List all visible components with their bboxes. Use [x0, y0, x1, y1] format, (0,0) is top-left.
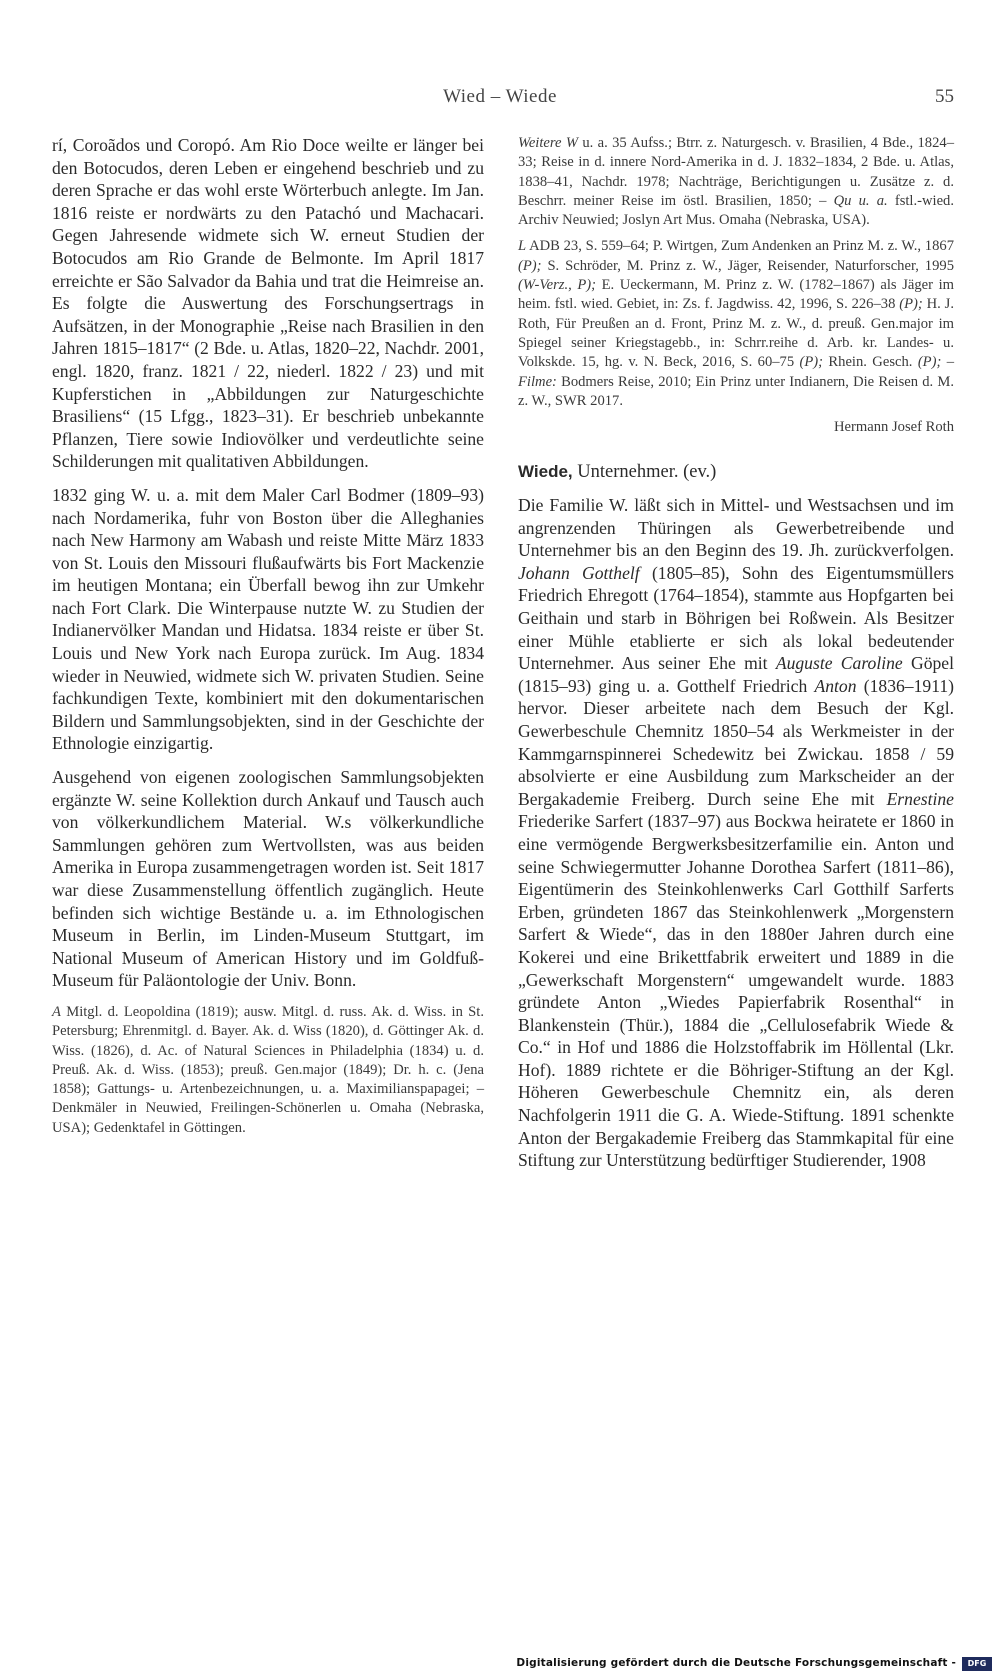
- body-text: Friederike Sarfert (1837–97) aus Bockwa heiratete er 1860 in eine vermögende Bergwerksbesitzerfamilie ein. Anton und seine Schwiegermutter Johanne Dorothea Sarfert (1811–86), Eigentümerin des Steinkohlenwerks Carl Gotthilf Sarferts Erben, gründeten 1867 das Steinkohlenwerk „Morgenstern Sarfert & Wiede“, das in den 1880er Jahren durch eine Kokerei und eine Brikettfabrik erweitert und 1889 in die „Gewerkschaft Morgenstern“ umgewandelt wurde. 1883 gründete Anton „Wiedes Papierfabrik Rosenthal“ in Blankenstein (Thür.), 1884 die „Cellulosefabrik Wiede & Co.“ in Hof und 1886 die Holzstoffabrik im Höllental (Lkr. Hof). 1889 richtete er die Böhriger-Stiftung an der Kgl. Höheren Gewerbeschule Chemnitz ein, als deren Nachfolgerin 1911 die G. A. Wiede-Stiftung. 1891 schenkte Anton der Bergakademie Freiberg das Stammkapital für eine Stiftung zur Unterstützung bedürftiger Studierender, 1908: [518, 811, 954, 1171]
- literature-text: Rhein. Gesch.: [823, 354, 918, 371]
- biography-paragraph: Ausgehend von eigenen zoologischen Sammlungsobjekten ergänzte W. seine Kollektion durch Ankauf und Tausch auch von völkerkundlichem Material. W.s völkerkundliche Sammlungen gehören zum Wertvollsten, was aus beiden Amerika in Europa zusammengetragen worden ist. Seit 1817 war diese Zusammenstellung öffentlich zugänglich. Heute befinden sich wichtige Bestände u. a. im Ethnologischen Museum in Berlin, im Linden-Museum Stuttgart, im National Museum of American History und im Goldfuß-Museum für Paläontologie der Univ. Bonn.: [52, 767, 484, 991]
- literature-text: S. Schröder, M. Prinz z. W., Jäger, Reisender, Naturforscher, 1995: [541, 257, 954, 274]
- literature-text: ADB 23, S. 559–64; P. Wirtgen, Zum Andenken an Prinz M. z. W., 1867: [526, 238, 954, 255]
- body-text: (1836–1911) hervor. Dieser arbeitete nach dem Besuch der Kgl. Gewerbeschule Chemnitz 1850–54 als Werkmeister in der Kammgarnspinnerei Schedewitz bei Zwickau. 1858 / 59 absolvierte er eine Ausbildung zum Markscheider an der Bergakademie Freiberg. Durch seine Ehe mit: [518, 675, 954, 809]
- portrait-marker: (P);: [899, 296, 923, 313]
- body-text: Göpel (1815–93) ging u. a. Gotthelf Friedrich: [518, 653, 954, 696]
- awards-marker: A: [52, 1003, 61, 1020]
- portrait-marker: (P);: [799, 354, 824, 371]
- dfg-logo: DFG: [962, 1657, 992, 1671]
- works-text: fstl.-wied. Archiv Neuwied; Joslyn Art Mus. Omaha (Nebraska, USA).: [518, 192, 955, 229]
- sources-label: Qu u. a.: [833, 192, 888, 209]
- literature-text: E. Ueckermann, M. Prinz z. W. (1782–1867) als Jäger im heim. fstl. wied. Gebiet, in: Zs. f. Jagdwiss. 42, 1996, S. 226–38: [518, 277, 955, 313]
- entry-description: Unternehmer. (ev.): [572, 462, 717, 483]
- digitization-credit: Digitalisierung gefördert durch die Deutsche Forschungsgemeinschaft -: [516, 1657, 956, 1669]
- works-paragraph: [518, 134, 954, 230]
- literature-text: H. J. Roth, Für Preußen an d. Front, Prinz M. z. W., d. preuß. Gen.major im Spiegel seiner Kriegstagebb., in: Schrr.reihe d. Arb. kr. Landes- u. Volkskde. 15, hg. v. N. Beck, 2016, S. 60–75: [518, 296, 955, 371]
- awards-section: [52, 1003, 484, 1138]
- references-section: [518, 134, 954, 437]
- entry-heading: [518, 461, 954, 484]
- entry-body-paragraph: [518, 494, 954, 1172]
- biography-paragraph: rí, Coroãdos und Coropó. Am Rio Doce weilte er länger bei den Botocudos, deren Leben er eingehend beschrieb und zu deren Sprache er das wohl erste Wörterbuch anlegte. Im Jan. 1816 reiste er nordwärts zu den Patachó und Machacari. Gegen Jahresende widmete sich W. erneut Studien der Botocudos am Rio Grande de Belmonte. Im April 1817 erreichte er São Salvador da Bahia und trat die Heimreise an. Es folgte die Auswertung des Forschungsertrags in Aufsätzen, in der Monographie „Reise nach Brasilien in den Jahren 1815–1817“ (2 Bde. u. Atlas, 1820–22, Nachdr. 2001, engl. 1820, franz. 1821 / 22, niederl. 1822 / 23) und mit Kupferstichen in „Abbildungen zur Naturgeschichte Brasiliens“ (15 Lfgg., 1823–31). Er beschrieb unbekannte Pflanzen, Tiere sowie Indiovölker und verdeutlichte seine Schilderungen mit qualitativen Abbildungen.: [52, 135, 484, 472]
- entry-name: Wiede,: [518, 462, 573, 482]
- films-marker: (P); – Filme:: [518, 354, 954, 390]
- literature-marker: L: [518, 238, 527, 255]
- person-name: Anton: [814, 675, 857, 696]
- right-column: [518, 134, 954, 1183]
- body-text: (1805–85), Sohn des Eigentumsmüllers Friedrich Ehregott (1764–1854), stammte aus Hopfgarten bei Geithain und starb in Böhrigen bei Roßwein. Als Besitzer einer Mühle etablierte er sich als lokal bedeutender Unternehmer. Aus seiner Ehe mit: [518, 562, 954, 674]
- body-text: Die Familie W. läßt sich in Mittel- und Westsachsen und im angrenzenden Thüringen als Gewerbetreibende und Unternehmer bis an den Beginn des 19. Jh. zurückverfolgen.: [518, 495, 954, 561]
- running-title: Wied – Wiede: [443, 86, 557, 107]
- works-text: u. a. 35 Aufss.; Btrr. z. Naturgesch. v. Brasilien, 4 Bde., 1824–33; Reise in d. innere Nord-Amerika in d. J. 1832–1834, 2 Bde. u. Atlas, 1838–41, Nachdr. 1978; Nachträge, Berichtigungen u. Zusätze z. d. Beschrr. meiner Reise im östl. Brasilien, 1850; –: [518, 135, 954, 209]
- awards-text: Mitgl. d. Leopoldina (1819); ausw. Mitgl. d. russ. Ak. d. Wiss. in St. Petersburg; Ehrenmitgl. d. Bayer. Ak. d. Wiss (1820), d. Göttinger Ak. d. Wiss. (1826), d. Ac. of Natural Sciences in Philadelphia (1834) u. d. Preuß. Ak. d. Wiss. (1853); preuß. Gen.major (1849); Dr. h. c. (Jena 1858); Gattungs- u. Artenbezeichnungen, u. a. Maximilianspapagei; – Denkmäler in Neuwied, Freilingen-Schönerlen u. Omaha (Nebraska, USA); Gedenktafel in Göttingen.: [52, 1003, 484, 1136]
- page-number: 55: [935, 86, 954, 107]
- biography-paragraph: 1832 ging W. u. a. mit dem Maler Carl Bodmer (1809–93) nach Nordamerika, fuhr von Boston über die Alleghanies nach New Harmony am Wabash und reiste Mitte März 1833 von St. Louis den Missouri flußaufwärts bis Fort Mackenzie im heutigen Montana; ein Überfall bewog ihn zur Umkehr nach Fort Clark. Die Winterpause nutzte W. zu Studien der Indianervölker Mandan und Hidatsa. 1834 reiste er über St. Louis und New York nach Europa zurück. Im Aug. 1834 wieder in Neuwied, widmete sich W. privaten Studien. Seine fachkundigen Texte, kombiniert mit den dokumentarischen Bildern und Sammlungsobjekten, sind in der Geschichte der Ethnologie einzigartig.: [52, 484, 484, 754]
- person-name: Auguste Caroline: [775, 653, 903, 674]
- literature-paragraph: [518, 237, 954, 411]
- person-name: Ernestine: [886, 788, 954, 809]
- left-column: [52, 134, 484, 1145]
- article-author: Hermann Josef Roth: [834, 419, 954, 436]
- person-name: Johann Gotthelf: [518, 562, 640, 583]
- works-list-marker: (W-Verz., P);: [518, 277, 597, 294]
- works-label: Weitere W: [518, 135, 578, 151]
- literature-text: Bodmers Reise, 2010; Ein Prinz unter Indianern, Die Reisen d. M. z. W., SWR 2017.: [518, 373, 954, 409]
- awards-paragraph: [52, 1003, 484, 1138]
- portrait-marker: (P);: [518, 257, 542, 274]
